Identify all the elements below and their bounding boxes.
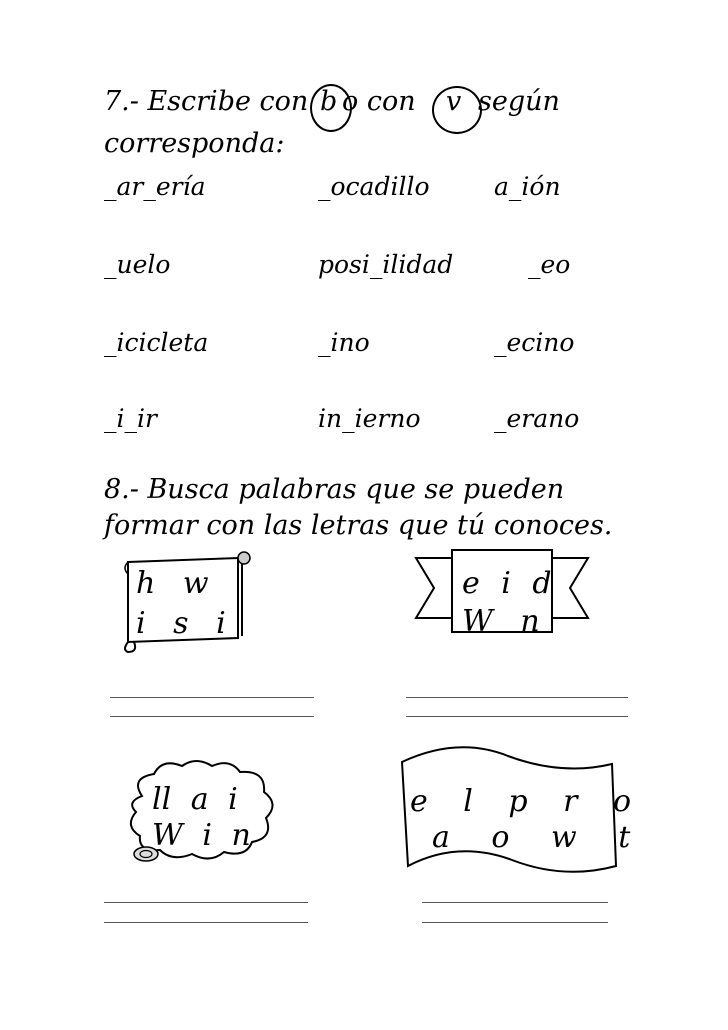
word-r1-c3: a_ión (494, 172, 561, 201)
cloud-letters-row2: W i n (152, 818, 251, 853)
word-r3-c1: _icicleta (104, 328, 209, 357)
exercise8-title-line2: formar con las letras que tú conoces. (104, 510, 613, 541)
answer-line (422, 902, 608, 903)
cloud-letters-row1: ll a i (152, 782, 238, 817)
exercise7-title-part2: o con (342, 86, 416, 117)
answer-line (110, 697, 314, 698)
word-r4-c2: in_ierno (318, 404, 421, 433)
word-r3-c3: _ecino (494, 328, 575, 357)
answer-line (406, 716, 628, 717)
scroll-letters-row2: i s i (136, 606, 226, 641)
answer-line (104, 922, 308, 923)
word-r2-c3: _eo (528, 250, 571, 279)
ribbon-letters-row2: W n (462, 604, 540, 639)
answer-line (406, 697, 628, 698)
word-r1-c1: _ar_ería (104, 172, 206, 201)
word-r2-c2: posi_ilidad (318, 250, 454, 279)
exercise8-title-line1: 8.- Busca palabras que se pueden (104, 474, 565, 505)
answer-line (110, 716, 314, 717)
answer-line (104, 902, 308, 903)
exercise7-letter-b: b (320, 86, 338, 117)
flag-letters-row2: a o w t (432, 820, 631, 855)
word-r4-c3: _erano (494, 404, 580, 433)
exercise7-title-line2: corresponda: (104, 128, 285, 159)
flag-letters-row1: e l p r o (410, 784, 632, 819)
word-r3-c2: _ino (318, 328, 370, 357)
word-r2-c1: _uelo (104, 250, 171, 279)
ribbon-letters-row1: e i d (462, 566, 552, 601)
scroll-letters-row1: h w (136, 566, 209, 601)
exercise7-title-part1: 7.- Escribe con (104, 86, 309, 117)
word-r1-c2: _ocadillo (318, 172, 430, 201)
answer-line (422, 922, 608, 923)
word-r4-c1: _i_ir (104, 404, 157, 433)
exercise7-title-part3: según (478, 86, 560, 117)
exercise7-letter-v: v (446, 86, 462, 117)
